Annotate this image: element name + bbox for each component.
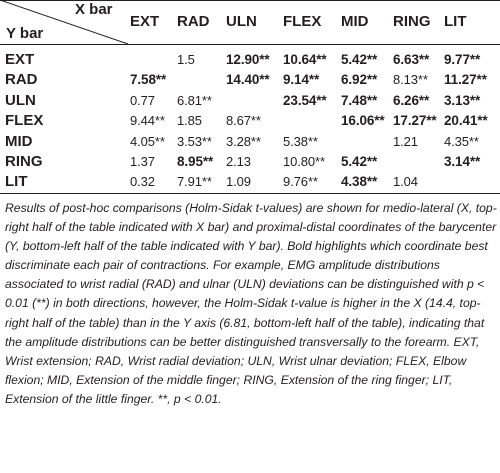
table-row: [0, 132, 500, 152]
row-label: LIT: [5, 173, 28, 191]
table-cell: 2.13: [226, 154, 251, 169]
column-header-uln: ULN: [226, 13, 257, 30]
table-cell: 1.37: [130, 154, 155, 169]
table-cell: 1.09: [226, 174, 251, 190]
bottom-rule: [0, 193, 500, 194]
column-header-ext: EXT: [130, 13, 160, 30]
table-cell: 0.32: [130, 174, 155, 190]
table-cell: 6.92**: [341, 72, 378, 88]
table-cell: 9.44**: [130, 113, 165, 129]
table-cell: 8.13**: [393, 72, 428, 88]
table-cell: 12.90**: [226, 52, 270, 67]
table-cell: 4.05**: [130, 133, 165, 149]
table-cell: 5.42**: [341, 52, 378, 67]
row-label: FLEX: [5, 112, 44, 130]
table-cell: 6.81**: [177, 92, 212, 108]
table-cell: 3.28**: [226, 133, 261, 149]
table-row: [0, 172, 500, 192]
table-cell: 10.64**: [283, 52, 327, 67]
x-bar-header: X bar: [75, 1, 113, 18]
table-cell: 8.67**: [226, 113, 261, 129]
table-cell: 7.91**: [177, 174, 212, 190]
column-header-flex: FLEX: [283, 13, 322, 30]
column-header-mid: MID: [341, 13, 369, 30]
table-cell: 3.14**: [444, 154, 481, 169]
row-label: RAD: [5, 71, 38, 89]
table-cell: 11.27**: [444, 72, 487, 88]
column-header-ring: RING: [393, 13, 431, 30]
table-cell: 0.77: [130, 92, 155, 108]
table-row: [0, 111, 500, 131]
table-cell: 1.5: [177, 52, 195, 67]
table-cell: 9.77**: [444, 52, 481, 67]
table-cell: 16.06**: [341, 113, 385, 129]
row-label: EXT: [5, 51, 35, 68]
table-cell: 5.42**: [341, 154, 378, 169]
table-cell: 8.95**: [177, 154, 214, 169]
header-rule: [0, 44, 500, 45]
table-cell: 7.58**: [130, 72, 167, 88]
table-caption: Results of post-hoc comparisons (Holm-Sidak t-values) are shown for medio-lateral (X, top-right half of the table indicated with X bar) and proximal-distal coordinates of the barycenter (Y, bottom-left half of the table indicated with Y bar). Bold highlights which coordinate best discriminate each pair of contractions. For example, EMG amplitude distributions associated to wrist radial (RAD) and ulnar (ULN) deviations can be distinguished with p < 0.01 (**) in both directions, however, the Holm-Sidak t-value is higher in the X (14.4, top-right half of the table) than in the Y axis (6.81, bottom-left half of the table), indicating that the amplitude distributions can be better distinguished transversally to the forearm. EXT, Wrist extension; RAD, Wrist radial deviation; ULN, Wrist ulnar deviation; FLEX, Elbow flexion; MID, Extension of the middle finger; RING, Extension of the ring finger; LIT, Extension of the little finger. **, p < 0.01.: [5, 201, 497, 406]
column-header-lit: LIT: [444, 13, 467, 30]
row-label: ULN: [5, 91, 36, 109]
table-cell: 9.76**: [283, 174, 318, 190]
table-cell: 1.21: [393, 133, 418, 149]
row-label: RING: [5, 153, 43, 170]
table-cell: 3.13**: [444, 92, 481, 108]
table-cell: 9.14**: [283, 72, 320, 88]
table-cell: 6.26**: [393, 92, 430, 108]
table-cell: 3.53**: [177, 133, 212, 149]
table-cell: 4.35**: [444, 133, 479, 149]
table-cell: 17.27**: [393, 113, 437, 129]
table-row: [0, 50, 500, 70]
row-label: MID: [5, 132, 33, 150]
table-cell: 6.63**: [393, 52, 430, 67]
table-cell: 1.04: [393, 174, 418, 190]
table-row: [0, 152, 500, 172]
table-cell: 4.38**: [341, 174, 378, 190]
table-cell: 20.41**: [444, 113, 488, 129]
table-cell: 5.38**: [283, 133, 318, 149]
table-row: [0, 70, 500, 90]
table-cell: 1.85: [177, 113, 202, 129]
table-cell: 23.54**: [283, 92, 327, 108]
table-cell: 14.40**: [226, 72, 270, 88]
column-header-rad: RAD: [177, 13, 210, 30]
table-cell: 7.48**: [341, 92, 378, 108]
table-row: [0, 91, 500, 111]
table-cell: 10.80**: [283, 154, 325, 169]
y-bar-header: Y bar: [6, 25, 44, 42]
